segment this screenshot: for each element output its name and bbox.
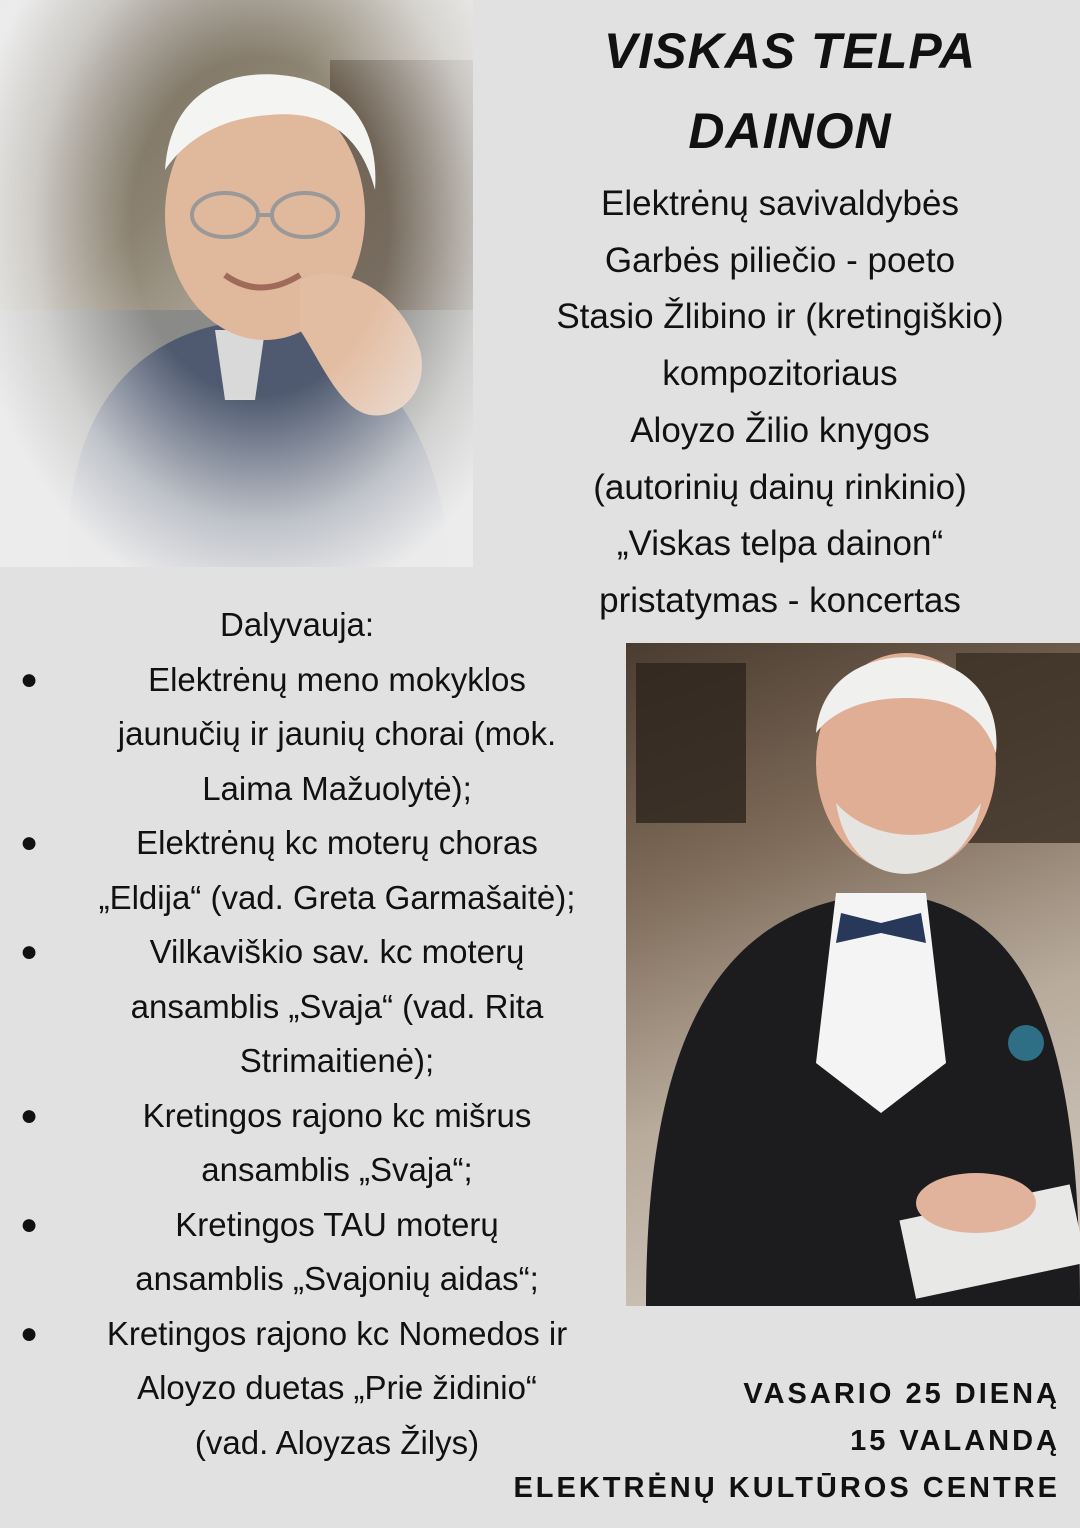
description-line: Stasio Žlibino ir (kretingiškio) bbox=[556, 297, 1004, 337]
list-item-line: „Eldija“ (vad. Greta Garmašaitė); bbox=[98, 878, 576, 916]
list-item-line: ansamblis „Svajonių aidas“; bbox=[135, 1260, 539, 1297]
list-item-line: Kretingos rajono kc Nomedos ir bbox=[106, 1314, 568, 1352]
composer-portrait-illustration bbox=[626, 643, 1080, 1306]
description-line: „Viskas telpa dainon“ bbox=[616, 524, 944, 564]
composer-photo bbox=[626, 643, 1080, 1306]
list-item-line: Kretingos rajono kc mišrus bbox=[142, 1096, 532, 1134]
bullet-icon: ● bbox=[20, 935, 39, 968]
list-item-line: ansamblis „Svaja“ (vad. Rita bbox=[130, 987, 544, 1025]
participants-heading: Dalyvauja: bbox=[220, 606, 375, 643]
bullet-icon: ● bbox=[20, 1098, 39, 1132]
list-item-line: Kretingos TAU moterų bbox=[175, 1205, 499, 1243]
bullet-icon: ● bbox=[20, 1207, 39, 1241]
description-line: (autorinių dainų rinkinio) bbox=[593, 467, 967, 507]
list-item-line: Laima Mažuolytė); bbox=[202, 769, 472, 807]
description-line: Elektrėnų savivaldybės bbox=[601, 184, 959, 223]
event-time: 15 VALANDĄ bbox=[850, 1425, 1060, 1457]
list-item-line: Vilkaviškio sav. kc moterų bbox=[149, 933, 525, 970]
list-item-line: ansamblis „Svaja“; bbox=[201, 1151, 473, 1188]
description-line: kompozitoriaus bbox=[662, 354, 898, 394]
event-date: VASARIO 25 DIENĄ bbox=[743, 1378, 1060, 1410]
description-line: pristatymas - koncertas bbox=[599, 580, 961, 620]
list-item-line: Elektrėnų meno mokyklos bbox=[148, 660, 526, 698]
poet-photo bbox=[0, 0, 473, 567]
list-item-line: Strimaitienė); bbox=[239, 1042, 435, 1079]
list-item-line: jaunučių ir jaunių chorai (mok. bbox=[117, 715, 557, 752]
bullet-icon: ● bbox=[20, 662, 39, 696]
list-item-line: Elektrėnų kc moterų choras bbox=[136, 824, 538, 861]
description-line: Aloyzo Žilio knygos bbox=[630, 410, 930, 450]
bullet-icon: ● bbox=[20, 1316, 39, 1350]
event-description bbox=[500, 176, 1060, 630]
event-venue: ELEKTRĖNŲ KULTŪROS CENTRE bbox=[513, 1472, 1060, 1504]
list-item-line: Aloyzo duetas „Prie židinio“ bbox=[137, 1369, 537, 1406]
bullet-icon: ● bbox=[20, 826, 39, 859]
list-item-line: (vad. Aloyzas Žilys) bbox=[194, 1423, 480, 1461]
description-line: Garbės piliečio - poeto bbox=[604, 240, 956, 280]
title-line-2: DAINON bbox=[688, 103, 892, 159]
title-line-1: VISKAS TELPA bbox=[603, 23, 977, 79]
